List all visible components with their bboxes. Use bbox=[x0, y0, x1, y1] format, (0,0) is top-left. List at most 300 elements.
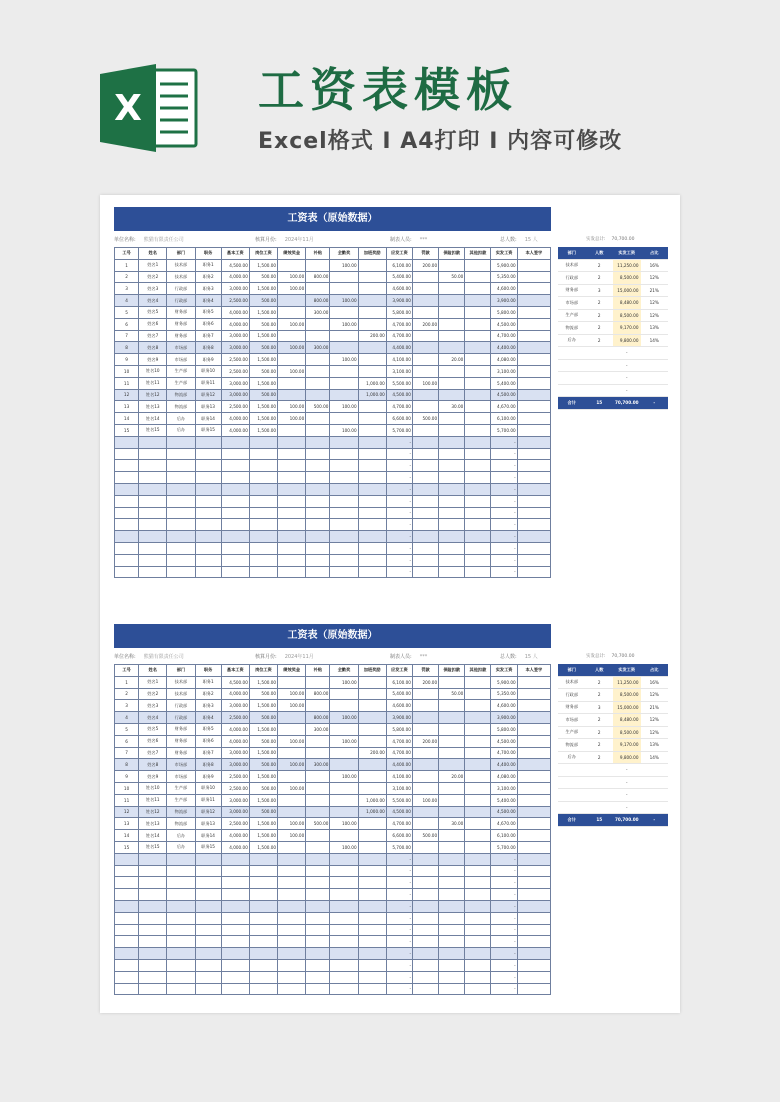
summary-cell: 12% bbox=[641, 297, 669, 310]
table-cell: 100.00 bbox=[278, 735, 306, 747]
table-cell: 500.00 bbox=[249, 342, 277, 354]
table-row bbox=[115, 413, 551, 425]
table-cell bbox=[330, 830, 358, 842]
table-cell bbox=[465, 771, 491, 783]
table-cell bbox=[517, 542, 550, 554]
table-cell: 职务15 bbox=[195, 841, 221, 853]
table-cell: 4,500.00 bbox=[491, 806, 517, 818]
summary-cell: 技术部 bbox=[558, 259, 586, 272]
summary-cell bbox=[586, 384, 614, 397]
table-cell: 行政部 bbox=[167, 283, 195, 295]
table-cell: 4,500.00 bbox=[221, 676, 249, 688]
table-cell bbox=[465, 389, 491, 401]
table-cell: 职务8 bbox=[195, 759, 221, 771]
table-cell bbox=[306, 460, 330, 472]
table-cell: 1,000.00 bbox=[358, 806, 386, 818]
table-cell: 3,900.00 bbox=[386, 712, 412, 724]
table-cell: - bbox=[386, 959, 412, 971]
table-cell: 4,600.00 bbox=[386, 700, 412, 712]
table-cell: 3 bbox=[115, 283, 139, 295]
table-cell: 5,400.00 bbox=[491, 377, 517, 389]
table-cell bbox=[330, 507, 358, 519]
table-cell bbox=[412, 959, 438, 971]
info-value: 70,700.00 bbox=[611, 237, 635, 242]
table-cell bbox=[439, 306, 465, 318]
table-cell: 物流部 bbox=[167, 806, 195, 818]
table-cell bbox=[221, 554, 249, 566]
table-cell bbox=[465, 983, 491, 995]
table-cell bbox=[139, 936, 167, 948]
table-cell bbox=[139, 924, 167, 936]
table-cell bbox=[439, 912, 465, 924]
table-cell: 4,000.00 bbox=[221, 841, 249, 853]
table-cell: 姓名9 bbox=[139, 771, 167, 783]
table-cell bbox=[358, 318, 386, 330]
table-cell bbox=[439, 712, 465, 724]
table-cell bbox=[412, 936, 438, 948]
table-cell: 姓名11 bbox=[139, 794, 167, 806]
table-cell bbox=[412, 566, 438, 578]
table-row bbox=[115, 782, 551, 794]
summary-cell: 12% bbox=[641, 689, 669, 702]
column-header: 实发工资 bbox=[491, 665, 517, 677]
summary-cell: - bbox=[613, 764, 641, 777]
table-cell: 姓名14 bbox=[139, 413, 167, 425]
table-cell bbox=[139, 554, 167, 566]
table-cell bbox=[115, 495, 139, 507]
column-header: 应发工资 bbox=[386, 665, 412, 677]
table-cell bbox=[358, 983, 386, 995]
table-cell bbox=[139, 507, 167, 519]
summary-cell bbox=[586, 764, 614, 777]
table-cell: 姓名8 bbox=[139, 342, 167, 354]
table-row bbox=[115, 712, 551, 724]
table-cell bbox=[330, 413, 358, 425]
table-cell: 职务11 bbox=[195, 377, 221, 389]
table-cell bbox=[330, 912, 358, 924]
table-cell: 5,700.00 bbox=[491, 841, 517, 853]
table-cell bbox=[358, 948, 386, 960]
table-cell bbox=[412, 554, 438, 566]
table-cell: 500.00 bbox=[249, 318, 277, 330]
summary-cell: 12% bbox=[641, 309, 669, 322]
table-cell bbox=[517, 495, 550, 507]
summary-total-cell: 15 bbox=[586, 397, 614, 410]
table-cell: 职务2 bbox=[195, 688, 221, 700]
sheet-block bbox=[100, 612, 680, 1012]
table-cell bbox=[306, 782, 330, 794]
table-cell bbox=[517, 460, 550, 472]
table-cell bbox=[439, 424, 465, 436]
table-cell bbox=[306, 519, 330, 531]
table-cell bbox=[306, 912, 330, 924]
table-cell bbox=[306, 830, 330, 842]
table-cell: 6,100.00 bbox=[491, 413, 517, 425]
table-cell bbox=[278, 936, 306, 948]
table-cell bbox=[195, 519, 221, 531]
table-cell bbox=[278, 472, 306, 484]
table-cell bbox=[195, 865, 221, 877]
table-cell: 4,500.00 bbox=[386, 389, 412, 401]
table-cell bbox=[465, 377, 491, 389]
table-cell: 3,000.00 bbox=[221, 747, 249, 759]
table-cell: 技术部 bbox=[167, 676, 195, 688]
table-cell bbox=[330, 283, 358, 295]
table-cell bbox=[278, 676, 306, 688]
table-cell bbox=[439, 853, 465, 865]
table-cell: 1,500.00 bbox=[249, 676, 277, 688]
table-cell: 100.00 bbox=[330, 841, 358, 853]
table-cell bbox=[221, 912, 249, 924]
table-cell bbox=[330, 853, 358, 865]
table-cell: - bbox=[491, 924, 517, 936]
table-cell: 1,500.00 bbox=[249, 283, 277, 295]
info-paid-total bbox=[586, 653, 634, 659]
table-cell: 姓名5 bbox=[139, 306, 167, 318]
table-cell bbox=[517, 747, 550, 759]
table-cell bbox=[195, 436, 221, 448]
table-cell: 100.00 bbox=[278, 365, 306, 377]
table-cell bbox=[358, 959, 386, 971]
table-cell bbox=[167, 483, 195, 495]
table-cell: 后办 bbox=[167, 413, 195, 425]
table-cell bbox=[330, 936, 358, 948]
table-row bbox=[115, 295, 551, 307]
empty-row bbox=[115, 948, 551, 960]
table-cell: 500.00 bbox=[306, 818, 330, 830]
table-cell bbox=[249, 495, 277, 507]
table-cell bbox=[465, 472, 491, 484]
column-header: 保险扣款 bbox=[439, 665, 465, 677]
summary-cell: 3 bbox=[586, 701, 614, 714]
table-cell: - bbox=[491, 971, 517, 983]
table-cell bbox=[465, 259, 491, 271]
summary-cell: 技术部 bbox=[558, 676, 586, 689]
table-cell bbox=[115, 531, 139, 543]
table-cell bbox=[439, 259, 465, 271]
summary-total-cell: 70,700.00 bbox=[613, 814, 641, 827]
table-cell: 100.00 bbox=[330, 676, 358, 688]
table-cell bbox=[412, 877, 438, 889]
table-cell bbox=[439, 472, 465, 484]
table-cell: 4,500.00 bbox=[491, 318, 517, 330]
table-cell: - bbox=[491, 436, 517, 448]
column-header: 补贴 bbox=[306, 248, 330, 260]
summary-cell: 2 bbox=[586, 309, 614, 322]
table-cell bbox=[517, 566, 550, 578]
table-cell bbox=[517, 271, 550, 283]
table-cell bbox=[465, 306, 491, 318]
table-cell bbox=[221, 460, 249, 472]
column-header: 岗位工资 bbox=[249, 248, 277, 260]
summary-cell bbox=[586, 347, 614, 360]
column-header: 应发工资 bbox=[386, 248, 412, 260]
table-cell bbox=[330, 519, 358, 531]
table-cell bbox=[358, 401, 386, 413]
table-cell bbox=[517, 936, 550, 948]
table-cell bbox=[330, 959, 358, 971]
summary-cell: 9,170.00 bbox=[613, 322, 641, 335]
table-cell: 姓名2 bbox=[139, 688, 167, 700]
table-cell: 5,700.00 bbox=[491, 424, 517, 436]
table-cell bbox=[517, 483, 550, 495]
table-cell bbox=[249, 983, 277, 995]
table-cell: - bbox=[386, 507, 412, 519]
table-cell: 30.00 bbox=[439, 401, 465, 413]
table-cell: 2,500.00 bbox=[221, 712, 249, 724]
table-cell bbox=[306, 354, 330, 366]
table-cell: 3,000.00 bbox=[221, 330, 249, 342]
table-cell bbox=[139, 448, 167, 460]
table-cell bbox=[115, 472, 139, 484]
table-cell bbox=[278, 554, 306, 566]
table-cell bbox=[412, 806, 438, 818]
table-cell: 姓名4 bbox=[139, 295, 167, 307]
table-cell: 3,100.00 bbox=[386, 365, 412, 377]
table-cell: 职务10 bbox=[195, 365, 221, 377]
table-cell: 姓名7 bbox=[139, 330, 167, 342]
table-cell: - bbox=[386, 877, 412, 889]
table-cell: 技术部 bbox=[167, 259, 195, 271]
table-cell bbox=[278, 566, 306, 578]
summary-cell: 12% bbox=[641, 272, 669, 285]
table-cell: 职务7 bbox=[195, 330, 221, 342]
table-cell bbox=[195, 900, 221, 912]
table-cell bbox=[465, 723, 491, 735]
table-cell bbox=[412, 472, 438, 484]
table-cell: 1,500.00 bbox=[249, 771, 277, 783]
table-cell: 生产部 bbox=[167, 377, 195, 389]
summary-empty-row bbox=[558, 801, 668, 814]
table-cell bbox=[167, 472, 195, 484]
empty-row bbox=[115, 566, 551, 578]
table-cell bbox=[517, 306, 550, 318]
table-cell: 职务9 bbox=[195, 354, 221, 366]
table-cell: 2,500.00 bbox=[221, 782, 249, 794]
table-cell bbox=[439, 948, 465, 960]
table-cell bbox=[358, 900, 386, 912]
table-cell: 4 bbox=[115, 295, 139, 307]
column-header: 职务 bbox=[195, 665, 221, 677]
column-header: 本人签字 bbox=[517, 665, 550, 677]
table-cell bbox=[249, 554, 277, 566]
table-cell bbox=[358, 676, 386, 688]
empty-row bbox=[115, 889, 551, 901]
table-cell: 姓名4 bbox=[139, 712, 167, 724]
table-cell bbox=[517, 900, 550, 912]
table-cell bbox=[358, 889, 386, 901]
table-cell: 100.00 bbox=[278, 318, 306, 330]
table-cell bbox=[412, 460, 438, 472]
summary-cell bbox=[558, 764, 586, 777]
table-cell bbox=[330, 948, 358, 960]
table-cell bbox=[249, 948, 277, 960]
table-row bbox=[115, 342, 551, 354]
table-cell bbox=[330, 389, 358, 401]
empty-row bbox=[115, 959, 551, 971]
column-header: 本人签字 bbox=[517, 248, 550, 260]
summary-cell: 3 bbox=[586, 284, 614, 297]
table-cell bbox=[249, 924, 277, 936]
table-cell bbox=[517, 401, 550, 413]
table-cell bbox=[306, 936, 330, 948]
table-cell bbox=[358, 306, 386, 318]
table-cell: 100.00 bbox=[278, 401, 306, 413]
table-cell: 2,500.00 bbox=[221, 771, 249, 783]
table-cell bbox=[412, 889, 438, 901]
table-cell bbox=[139, 853, 167, 865]
table-cell: 4,000.00 bbox=[221, 318, 249, 330]
table-cell: 1,500.00 bbox=[249, 330, 277, 342]
table-cell: 12 bbox=[115, 806, 139, 818]
summary-cell: - bbox=[613, 347, 641, 360]
table-cell bbox=[306, 959, 330, 971]
table-cell: 100.00 bbox=[330, 354, 358, 366]
table-cell: 市场部 bbox=[167, 342, 195, 354]
summary-cell: 21% bbox=[641, 701, 669, 714]
table-cell bbox=[465, 566, 491, 578]
table-cell: 财务部 bbox=[167, 318, 195, 330]
table-cell: - bbox=[386, 912, 412, 924]
summary-cell: 14% bbox=[641, 751, 669, 764]
table-cell bbox=[412, 841, 438, 853]
table-cell bbox=[330, 472, 358, 484]
table-cell bbox=[249, 889, 277, 901]
table-cell: 职务1 bbox=[195, 676, 221, 688]
empty-row bbox=[115, 460, 551, 472]
summary-cell bbox=[558, 801, 586, 814]
table-cell bbox=[330, 460, 358, 472]
empty-row bbox=[115, 900, 551, 912]
table-row bbox=[115, 806, 551, 818]
table-cell: - bbox=[386, 853, 412, 865]
summary-cell: - bbox=[613, 372, 641, 385]
table-cell bbox=[330, 900, 358, 912]
table-cell: - bbox=[491, 900, 517, 912]
table-cell bbox=[139, 531, 167, 543]
table-cell: 4,500.00 bbox=[221, 259, 249, 271]
summary-empty-row bbox=[558, 359, 668, 372]
table-cell: - bbox=[386, 472, 412, 484]
summary-cell: - bbox=[613, 359, 641, 372]
table-cell: 2,500.00 bbox=[221, 818, 249, 830]
table-cell bbox=[306, 948, 330, 960]
info-value: *** bbox=[419, 654, 428, 660]
summary-cell bbox=[641, 359, 669, 372]
table-row bbox=[115, 424, 551, 436]
table-cell bbox=[465, 688, 491, 700]
table-cell bbox=[517, 877, 550, 889]
table-cell: 4,000.00 bbox=[221, 271, 249, 283]
summary-cell: 后办 bbox=[558, 751, 586, 764]
table-cell bbox=[517, 318, 550, 330]
table-cell bbox=[167, 912, 195, 924]
table-row bbox=[115, 271, 551, 283]
page-header bbox=[0, 0, 780, 190]
table-cell bbox=[465, 712, 491, 724]
table-cell bbox=[330, 306, 358, 318]
table-cell: 20.00 bbox=[439, 354, 465, 366]
table-cell: 职务14 bbox=[195, 830, 221, 842]
table-cell bbox=[306, 747, 330, 759]
table-cell: 500.00 bbox=[249, 295, 277, 307]
summary-row bbox=[558, 334, 668, 347]
table-cell bbox=[167, 889, 195, 901]
table-cell: 1,000.00 bbox=[358, 377, 386, 389]
table-cell bbox=[330, 700, 358, 712]
table-cell: - bbox=[491, 448, 517, 460]
table-cell bbox=[465, 424, 491, 436]
table-cell bbox=[358, 531, 386, 543]
table-cell: 500.00 bbox=[249, 759, 277, 771]
table-cell bbox=[221, 889, 249, 901]
table-cell bbox=[278, 794, 306, 806]
table-cell bbox=[195, 531, 221, 543]
table-cell bbox=[465, 519, 491, 531]
table-cell bbox=[195, 983, 221, 995]
table-cell bbox=[439, 676, 465, 688]
info-month bbox=[255, 236, 314, 243]
table-cell bbox=[278, 806, 306, 818]
column-header: 基本工资 bbox=[221, 248, 249, 260]
table-cell: 300.00 bbox=[306, 342, 330, 354]
table-cell bbox=[306, 318, 330, 330]
table-cell: 800.00 bbox=[306, 688, 330, 700]
summary-row bbox=[558, 309, 668, 322]
empty-row bbox=[115, 531, 551, 543]
table-cell bbox=[195, 971, 221, 983]
table-cell: 职务5 bbox=[195, 306, 221, 318]
table-cell bbox=[278, 519, 306, 531]
table-cell bbox=[517, 830, 550, 842]
column-header: 工号 bbox=[115, 665, 139, 677]
table-cell bbox=[139, 460, 167, 472]
table-cell: 7 bbox=[115, 330, 139, 342]
table-cell: 100.00 bbox=[330, 318, 358, 330]
table-cell bbox=[439, 318, 465, 330]
empty-row bbox=[115, 877, 551, 889]
summary-cell bbox=[558, 776, 586, 789]
table-cell: 4,100.00 bbox=[386, 771, 412, 783]
table-cell bbox=[517, 295, 550, 307]
table-cell: 财务部 bbox=[167, 735, 195, 747]
table-cell: 1 bbox=[115, 676, 139, 688]
table-cell: 200.00 bbox=[412, 676, 438, 688]
table-cell bbox=[306, 283, 330, 295]
summary-cell: 8,500.00 bbox=[613, 689, 641, 702]
table-cell: 100.00 bbox=[330, 401, 358, 413]
table-cell bbox=[465, 794, 491, 806]
summary-row bbox=[558, 714, 668, 727]
empty-row bbox=[115, 519, 551, 531]
table-cell bbox=[278, 460, 306, 472]
table-cell bbox=[221, 566, 249, 578]
info-value: 15 人 bbox=[524, 654, 538, 660]
table-cell bbox=[330, 542, 358, 554]
table-cell: 15 bbox=[115, 424, 139, 436]
table-cell bbox=[412, 782, 438, 794]
table-cell: 财务部 bbox=[167, 306, 195, 318]
info-paid-total bbox=[586, 236, 634, 242]
info-label: 核算月份: bbox=[255, 654, 277, 660]
table-cell bbox=[465, 865, 491, 877]
table-cell bbox=[412, 983, 438, 995]
summary-cell: 11,250.00 bbox=[613, 676, 641, 689]
table-cell bbox=[306, 259, 330, 271]
table-cell bbox=[249, 971, 277, 983]
summary-cell bbox=[641, 801, 669, 814]
table-row bbox=[115, 830, 551, 842]
